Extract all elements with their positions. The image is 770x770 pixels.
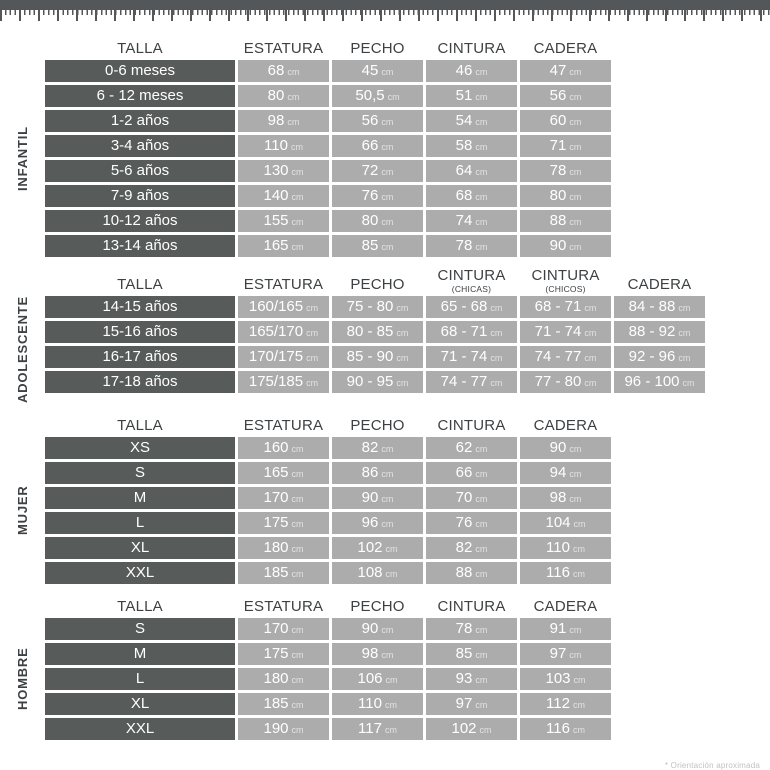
measure-cell: 54 cm bbox=[426, 110, 517, 132]
measure-cell: 88 - 92 cm bbox=[614, 321, 705, 343]
unit-label: cm bbox=[569, 142, 582, 152]
measure-cell: 80 - 85 cm bbox=[332, 321, 423, 343]
measure-cell: 90 cm bbox=[520, 437, 611, 459]
size-cell: L bbox=[45, 668, 235, 690]
size-cell: XXL bbox=[45, 718, 235, 740]
size-cell: L bbox=[45, 512, 235, 534]
size-cell: 6 - 12 meses bbox=[45, 85, 235, 107]
header-row-hombre bbox=[45, 594, 770, 616]
measure-cell: 180 cm bbox=[238, 537, 329, 559]
measure-cell: 68 cm bbox=[426, 185, 517, 207]
measure-cell: 46 cm bbox=[426, 60, 517, 82]
measure-cell: 97 cm bbox=[520, 643, 611, 665]
measure-cell: 102 cm bbox=[426, 718, 517, 740]
unit-label: cm bbox=[569, 625, 582, 636]
unit-label: cm bbox=[385, 544, 398, 555]
unit-label: cm bbox=[384, 700, 397, 711]
unit-label: cm bbox=[291, 192, 304, 202]
size-cell: 7-9 años bbox=[45, 185, 235, 207]
size-cell: 0-6 meses bbox=[45, 60, 235, 82]
unit-label: cm bbox=[475, 650, 488, 661]
column-header: PECHO bbox=[350, 276, 405, 293]
unit-label: cm bbox=[396, 353, 409, 363]
measure-cell: 98 cm bbox=[520, 487, 611, 509]
unit-label: cm bbox=[572, 569, 585, 580]
measure-cell: 51 cm bbox=[426, 85, 517, 107]
measure-cell: 68 - 71 cm bbox=[426, 321, 517, 343]
size-chart bbox=[0, 22, 770, 740]
size-cell: XS bbox=[45, 437, 235, 459]
unit-label: cm bbox=[385, 569, 398, 580]
unit-label: cm bbox=[569, 444, 582, 455]
unit-label: cm bbox=[569, 117, 582, 127]
column-header: TALLA bbox=[117, 598, 163, 616]
measure-cell: 96 cm bbox=[332, 512, 423, 534]
measure-cell: 62 cm bbox=[426, 437, 517, 459]
measure-cell: 76 cm bbox=[332, 185, 423, 207]
measure-cell: 93 cm bbox=[426, 668, 517, 690]
measure-cell: 45 cm bbox=[332, 60, 423, 82]
measure-cell: 80 cm bbox=[238, 85, 329, 107]
unit-label: cm bbox=[584, 378, 597, 388]
unit-label: cm bbox=[287, 67, 300, 77]
measure-cell: 85 - 90 cm bbox=[332, 346, 423, 368]
measure-cell: 71 cm bbox=[520, 135, 611, 157]
unit-label: cm bbox=[306, 328, 319, 338]
measure-cell: 50,5 cm bbox=[332, 85, 423, 107]
measure-cell: 90 cm bbox=[332, 618, 423, 640]
unit-label: cm bbox=[381, 142, 394, 152]
column-header: CADERA bbox=[533, 417, 598, 435]
size-cell: 5-6 años bbox=[45, 160, 235, 182]
size-cell: S bbox=[45, 462, 235, 484]
unit-label: cm bbox=[678, 303, 691, 313]
unit-label: cm bbox=[396, 303, 409, 313]
measure-cell: 90 - 95 cm bbox=[332, 371, 423, 393]
unit-label: cm bbox=[291, 650, 304, 661]
section-adolescente bbox=[0, 267, 770, 403]
unit-label: cm bbox=[291, 625, 304, 636]
unit-label: cm bbox=[306, 353, 319, 363]
unit-label: cm bbox=[381, 167, 394, 177]
measure-cell: 85 cm bbox=[426, 643, 517, 665]
measure-cell: 80 cm bbox=[520, 185, 611, 207]
unit-label: cm bbox=[569, 167, 582, 177]
size-cell: 16-17 años bbox=[45, 346, 235, 368]
unit-label: cm bbox=[475, 242, 488, 252]
measure-cell: 103 cm bbox=[520, 668, 611, 690]
column-header: PECHO bbox=[350, 40, 405, 57]
measure-cell: 74 - 77 cm bbox=[426, 371, 517, 393]
unit-label: cm bbox=[682, 378, 695, 388]
size-cell: XL bbox=[45, 693, 235, 715]
measure-cell: 175 cm bbox=[238, 512, 329, 534]
size-cell: M bbox=[45, 643, 235, 665]
unit-label: cm bbox=[475, 444, 488, 455]
column-header-sub: (CHICOS) bbox=[545, 284, 586, 294]
size-cell: 3-4 años bbox=[45, 135, 235, 157]
header-row-adolescente bbox=[45, 267, 770, 294]
measure-cell: 180 cm bbox=[238, 668, 329, 690]
measure-cell: 98 cm bbox=[238, 110, 329, 132]
column-header: CINTURA bbox=[437, 40, 506, 57]
measure-cell: 74 cm bbox=[426, 210, 517, 232]
column-header: CADERA bbox=[627, 276, 692, 293]
unit-label: cm bbox=[396, 328, 409, 338]
column-header: TALLA bbox=[117, 276, 163, 293]
unit-label: cm bbox=[569, 192, 582, 202]
unit-label: cm bbox=[584, 353, 597, 363]
measure-cell: 116 cm bbox=[520, 718, 611, 740]
unit-label: cm bbox=[475, 675, 488, 686]
unit-label: cm bbox=[387, 92, 400, 102]
size-cell: M bbox=[45, 487, 235, 509]
measure-cell: 82 cm bbox=[426, 537, 517, 559]
size-cell: 1-2 años bbox=[45, 110, 235, 132]
unit-label: cm bbox=[291, 242, 304, 252]
measure-cell: 78 cm bbox=[520, 160, 611, 182]
column-header: CINTURA bbox=[437, 598, 506, 616]
column-header: PECHO bbox=[350, 417, 405, 435]
measure-cell: 92 - 96 cm bbox=[614, 346, 705, 368]
measure-cell: 64 cm bbox=[426, 160, 517, 182]
unit-label: cm bbox=[475, 469, 488, 480]
measure-cell: 78 cm bbox=[426, 618, 517, 640]
measure-cell: 106 cm bbox=[332, 668, 423, 690]
unit-label: cm bbox=[569, 217, 582, 227]
measure-cell: 102 cm bbox=[332, 537, 423, 559]
unit-label: cm bbox=[291, 569, 304, 580]
unit-label: cm bbox=[306, 378, 319, 388]
unit-label: cm bbox=[490, 378, 503, 388]
unit-label: cm bbox=[475, 142, 488, 152]
measure-cell: 90 cm bbox=[332, 487, 423, 509]
unit-label: cm bbox=[569, 67, 582, 77]
column-header-sub: (CHICAS) bbox=[451, 284, 492, 294]
measure-cell: 155 cm bbox=[238, 210, 329, 232]
measure-cell: 66 cm bbox=[426, 462, 517, 484]
unit-label: cm bbox=[385, 675, 398, 686]
measure-cell: 78 cm bbox=[426, 235, 517, 257]
unit-label: cm bbox=[475, 217, 488, 227]
measure-cell: 175/185 cm bbox=[238, 371, 329, 393]
column-header: ESTATURA bbox=[243, 40, 324, 57]
unit-label: cm bbox=[678, 328, 691, 338]
unit-label: cm bbox=[475, 519, 488, 530]
unit-label: cm bbox=[490, 328, 503, 338]
unit-label: cm bbox=[291, 725, 304, 736]
unit-label: cm bbox=[475, 117, 488, 127]
size-cell: S bbox=[45, 618, 235, 640]
measure-cell: 80 cm bbox=[332, 210, 423, 232]
unit-label: cm bbox=[381, 242, 394, 252]
table-rows bbox=[45, 437, 611, 584]
column-header: CINTURA bbox=[437, 417, 506, 435]
measure-cell: 175 cm bbox=[238, 643, 329, 665]
unit-label: cm bbox=[573, 675, 586, 686]
unit-label: cm bbox=[291, 519, 304, 530]
measure-cell: 88 cm bbox=[426, 562, 517, 584]
column-header: CADERA bbox=[533, 598, 598, 616]
unit-label: cm bbox=[475, 569, 488, 580]
size-cell: 15-16 años bbox=[45, 321, 235, 343]
unit-label: cm bbox=[381, 192, 394, 202]
unit-label: cm bbox=[479, 725, 492, 736]
measure-cell: 97 cm bbox=[426, 693, 517, 715]
unit-label: cm bbox=[381, 67, 394, 77]
measure-cell: 90 cm bbox=[520, 235, 611, 257]
section-mujer bbox=[0, 413, 770, 584]
measure-cell: 160 cm bbox=[238, 437, 329, 459]
measure-cell: 71 - 74 cm bbox=[520, 321, 611, 343]
measure-cell: 65 - 68 cm bbox=[426, 296, 517, 318]
table-rows bbox=[45, 296, 705, 403]
measure-cell: 56 cm bbox=[332, 110, 423, 132]
unit-label: cm bbox=[584, 328, 597, 338]
unit-label: cm bbox=[291, 700, 304, 711]
unit-label: cm bbox=[475, 544, 488, 555]
measure-cell: 72 cm bbox=[332, 160, 423, 182]
unit-label: cm bbox=[475, 625, 488, 636]
measure-cell: 170/175 cm bbox=[238, 346, 329, 368]
unit-label: cm bbox=[381, 117, 394, 127]
unit-label: cm bbox=[475, 167, 488, 177]
section-infantil bbox=[0, 36, 770, 257]
column-header: ESTATURA bbox=[243, 417, 324, 435]
footnote: * Orientación aproximada bbox=[664, 761, 760, 770]
size-cell: 17-18 años bbox=[45, 371, 235, 393]
unit-label: cm bbox=[569, 242, 582, 252]
table-rows bbox=[45, 618, 611, 740]
unit-label: cm bbox=[678, 353, 691, 363]
column-header: ESTATURA bbox=[243, 276, 324, 293]
column-header: PECHO bbox=[350, 598, 405, 616]
measure-cell: 70 cm bbox=[426, 487, 517, 509]
column-header: CINTURA (CHICOS) bbox=[520, 267, 611, 294]
unit-label: cm bbox=[475, 92, 488, 102]
section-hombre bbox=[0, 594, 770, 740]
measure-cell: 94 cm bbox=[520, 462, 611, 484]
size-cell: 13-14 años bbox=[45, 235, 235, 257]
measure-cell: 116 cm bbox=[520, 562, 611, 584]
measure-cell: 71 - 74 cm bbox=[426, 346, 517, 368]
unit-label: cm bbox=[569, 494, 582, 505]
measure-cell: 98 cm bbox=[332, 643, 423, 665]
unit-label: cm bbox=[381, 650, 394, 661]
measure-cell: 47 cm bbox=[520, 60, 611, 82]
unit-label: cm bbox=[572, 700, 585, 711]
measuring-tape-graphic bbox=[0, 0, 770, 22]
unit-label: cm bbox=[569, 650, 582, 661]
unit-label: cm bbox=[475, 494, 488, 505]
unit-label: cm bbox=[291, 469, 304, 480]
unit-label: cm bbox=[381, 494, 394, 505]
measure-cell: 58 cm bbox=[426, 135, 517, 157]
measure-cell: 165/170 cm bbox=[238, 321, 329, 343]
measure-cell: 110 cm bbox=[238, 135, 329, 157]
measure-cell: 86 cm bbox=[332, 462, 423, 484]
unit-label: cm bbox=[291, 444, 304, 455]
unit-label: cm bbox=[475, 67, 488, 77]
unit-label: cm bbox=[569, 92, 582, 102]
measure-cell: 140 cm bbox=[238, 185, 329, 207]
measure-cell: 110 cm bbox=[332, 693, 423, 715]
column-header: TALLA bbox=[117, 417, 163, 435]
measure-cell: 170 cm bbox=[238, 618, 329, 640]
measure-cell: 96 - 100 cm bbox=[614, 371, 705, 393]
measure-cell: 190 cm bbox=[238, 718, 329, 740]
measure-cell: 170 cm bbox=[238, 487, 329, 509]
measure-cell: 85 cm bbox=[332, 235, 423, 257]
unit-label: cm bbox=[291, 494, 304, 505]
measure-cell: 75 - 80 cm bbox=[332, 296, 423, 318]
column-header: TALLA bbox=[117, 40, 163, 57]
unit-label: cm bbox=[287, 92, 300, 102]
measure-cell: 91 cm bbox=[520, 618, 611, 640]
section-label-infantil: INFANTIL bbox=[15, 126, 30, 191]
section-label-adolescente: ADOLESCENTE bbox=[15, 296, 30, 404]
unit-label: cm bbox=[584, 303, 597, 313]
size-cell: 14-15 años bbox=[45, 296, 235, 318]
measure-cell: 84 - 88 cm bbox=[614, 296, 705, 318]
measure-cell: 165 cm bbox=[238, 462, 329, 484]
column-header: CINTURA (CHICAS) bbox=[426, 267, 517, 294]
unit-label: cm bbox=[290, 142, 303, 152]
unit-label: cm bbox=[490, 303, 503, 313]
unit-label: cm bbox=[381, 625, 394, 636]
unit-label: cm bbox=[396, 378, 409, 388]
unit-label: cm bbox=[306, 303, 319, 313]
measure-cell: 130 cm bbox=[238, 160, 329, 182]
size-cell: XL bbox=[45, 537, 235, 559]
unit-label: cm bbox=[572, 725, 585, 736]
unit-label: cm bbox=[475, 700, 488, 711]
measure-cell: 165 cm bbox=[238, 235, 329, 257]
column-header: ESTATURA bbox=[243, 598, 324, 616]
measure-cell: 66 cm bbox=[332, 135, 423, 157]
unit-label: cm bbox=[573, 519, 586, 530]
measure-cell: 112 cm bbox=[520, 693, 611, 715]
unit-label: cm bbox=[384, 725, 397, 736]
header-row-infantil bbox=[45, 36, 770, 58]
unit-label: cm bbox=[569, 469, 582, 480]
measure-cell: 82 cm bbox=[332, 437, 423, 459]
measure-cell: 185 cm bbox=[238, 562, 329, 584]
measure-cell: 56 cm bbox=[520, 85, 611, 107]
section-label-hombre: HOMBRE bbox=[15, 647, 30, 711]
unit-label: cm bbox=[381, 469, 394, 480]
measure-cell: 68 cm bbox=[238, 60, 329, 82]
unit-label: cm bbox=[287, 117, 300, 127]
measure-cell: 110 cm bbox=[520, 537, 611, 559]
unit-label: cm bbox=[291, 544, 304, 555]
measure-cell: 74 - 77 cm bbox=[520, 346, 611, 368]
unit-label: cm bbox=[291, 167, 304, 177]
column-header: CADERA bbox=[533, 40, 598, 57]
measure-cell: 117 cm bbox=[332, 718, 423, 740]
measure-cell: 104 cm bbox=[520, 512, 611, 534]
unit-label: cm bbox=[291, 217, 304, 227]
unit-label: cm bbox=[381, 217, 394, 227]
unit-label: cm bbox=[381, 519, 394, 530]
header-row-mujer bbox=[45, 413, 770, 435]
unit-label: cm bbox=[475, 192, 488, 202]
table-rows bbox=[45, 60, 611, 257]
section-label-mujer: MUJER bbox=[15, 485, 30, 536]
size-cell: XXL bbox=[45, 562, 235, 584]
measure-cell: 185 cm bbox=[238, 693, 329, 715]
measure-cell: 108 cm bbox=[332, 562, 423, 584]
measure-cell: 88 cm bbox=[520, 210, 611, 232]
unit-label: cm bbox=[572, 544, 585, 555]
measure-cell: 76 cm bbox=[426, 512, 517, 534]
size-cell: 10-12 años bbox=[45, 210, 235, 232]
unit-label: cm bbox=[291, 675, 304, 686]
measure-cell: 160/165 cm bbox=[238, 296, 329, 318]
measure-cell: 77 - 80 cm bbox=[520, 371, 611, 393]
measure-cell: 68 - 71 cm bbox=[520, 296, 611, 318]
unit-label: cm bbox=[381, 444, 394, 455]
unit-label: cm bbox=[490, 353, 503, 363]
measure-cell: 60 cm bbox=[520, 110, 611, 132]
